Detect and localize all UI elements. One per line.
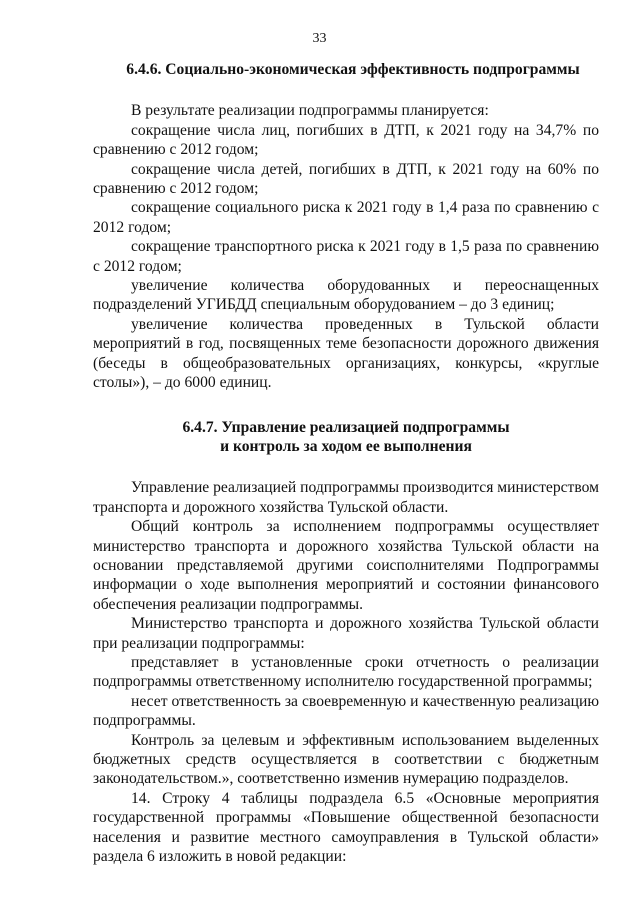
spacer	[93, 393, 599, 418]
section-heading-6-4-6: 6.4.6. Социально-экономическая эффективность подпрограммы	[126, 61, 580, 78]
section-heading-6-4-7-line1: 6.4.7. Управление реализацией подпрограммы	[182, 418, 510, 436]
paragraph: Управление реализацией подпрограммы производится министерством транспорта и дорожного хозяйства Тульской области.	[93, 479, 599, 516]
page-number: 33	[312, 31, 327, 46]
section-heading-6-4-7-line2: и контроль за ходом ее выполнения	[220, 437, 472, 455]
spacer	[93, 79, 599, 101]
paragraph: сокращение числа лиц, погибших в ДТП, к 2021 году на 34,7% по сравнению с 2012 годом;	[93, 121, 599, 159]
paragraph: несет ответственность за своевременную и качественную реализацию подпрограммы.	[93, 692, 599, 730]
paragraph: сокращение числа детей, погибших в ДТП, к 2021 году на 60% по сравнению с 2012 годом;	[93, 160, 599, 198]
paragraph: увеличение количества оборудованных и переоснащенных подразделений УГИБДД специальным оборудованием – до 3 единиц;	[93, 277, 599, 314]
document-body	[93, 60, 599, 866]
paragraph: 14. Строку 4 таблицы подраздела 6.5 «Основные мероприятия государственной программы «Повышение общественной безопасности населения и развитие местного самоуправления в Тульской области» раздела 6 изложить в новой редакции:	[93, 789, 599, 866]
paragraph: сокращение социального риска к 2021 году в 1,4 раза по сравнению с 2012 годом;	[93, 199, 599, 236]
spacer	[93, 456, 599, 478]
paragraph: В результате реализации подпрограммы планируется:	[131, 102, 489, 120]
paragraph: сокращение транспортного риска к 2021 году в 1,5 раза по сравнению с 2012 годом;	[93, 238, 599, 275]
paragraph: увеличение количества проведенных в Тульской области мероприятий в год, посвященных теме безопасности дорожного движения (беседы в общеобразовательных организациях, конкурсы, «круглые столы»), – до 6000 единиц.	[93, 315, 599, 392]
paragraph: Контроль за целевым и эффективным использованием выделенных бюджетных средств осуществляется в соответствии с бюджетным законодательством.», соответственно изменив нумерацию подразделов.	[93, 731, 599, 788]
paragraph: Общий контроль за исполнением подпрограммы осуществляет министерство транспорта и дорожного хозяйства Тульской области на основании представляемой другими соисполнителями Подпрограммы информации о ходе выполнения мероприятий и состоянии финансового обеспечения реализации подпрограммы.	[93, 518, 599, 613]
paragraph: Министерство транспорта и дорожного хозяйства Тульской области при реализации подпрограммы:	[93, 615, 599, 652]
paragraph: представляет в установленные сроки отчетность о реализации подпрограммы ответственному исполнителю государственной программы;	[93, 653, 599, 691]
